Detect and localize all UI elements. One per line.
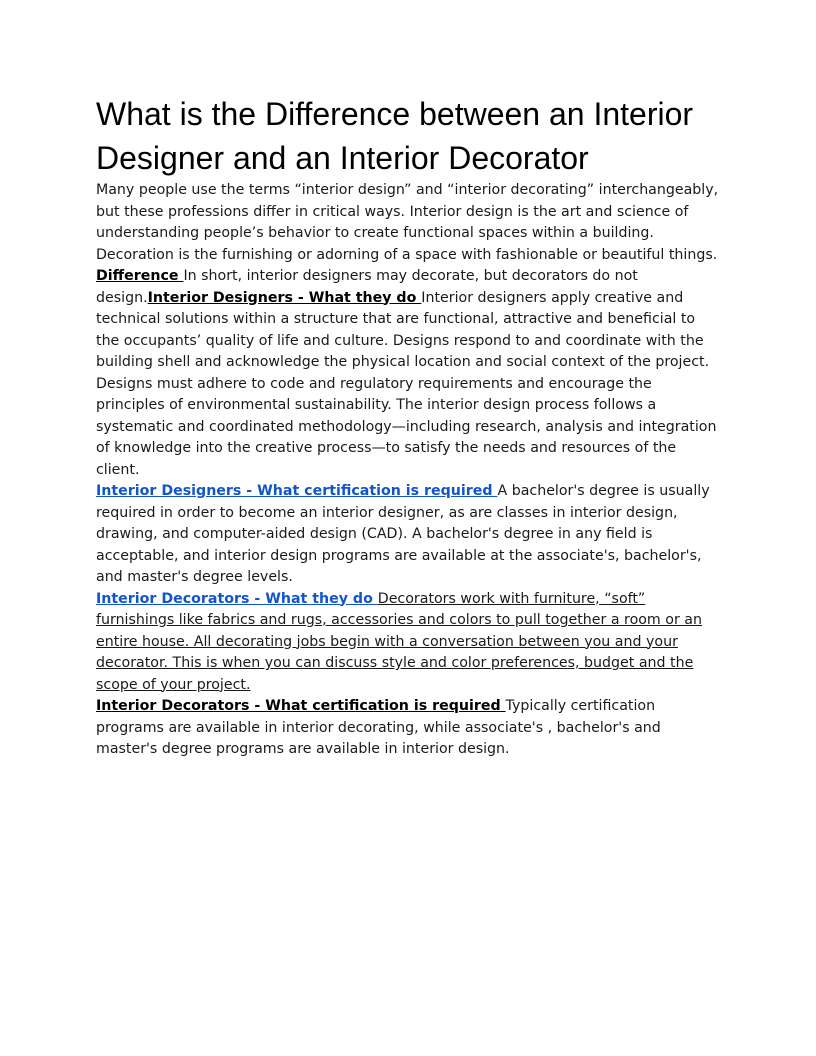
- document-page: [96, 92, 722, 761]
- decorators-what-text: Decorators work with furniture, “soft” furnishings like fabrics and rugs, accessories and colors to pull together a room or an entire house. All decorating jobs begin with a conversation between you and your decorator. This is when you can discuss style and color preferences, budget and the scope of your project.: [96, 590, 702, 693]
- designers-cert-text: A bachelor's degree is usually required in order to become an interior designer, as are classes in interior design, drawing, and computer-aided design (CAD). A bachelor's degree in any field is acceptable, and interior design programs are available at the associate's, bachelor's, and master's degree levels.: [96, 483, 710, 585]
- decorators-what-link[interactable]: Interior Decorators - What they do: [96, 590, 378, 607]
- difference-heading: Difference: [96, 268, 184, 284]
- designers-what-heading: Interior Designers - What they do: [147, 289, 422, 306]
- decorators-what-paragraph: [96, 589, 722, 697]
- decorators-cert-text: Typically certification programs are available in interior decorating, while associate's , bachelor's and master's degree programs are available in interior design.: [96, 698, 661, 757]
- designers-cert-paragraph: [96, 481, 722, 589]
- difference-text: In short, interior designers may decorate, but decorators do not design.: [96, 268, 638, 306]
- decorators-cert-heading: Interior Decorators - What certification is required: [96, 698, 506, 714]
- decorators-cert-paragraph: [96, 696, 722, 761]
- designers-what-text: Interior designers apply creative and technical solutions within a structure that are functional, attractive and beneficial to the occupants’ quality of life and culture. Designs respond to and coordinate with the building shell and acknowledge the physical location and social context of the project. Designs must adhere to code and regulatory requirements and encourage the principles of environmental sustainability. The interior design process follows a systematic and coordinated methodology—including research, analysis and integration of knowledge into the creative process—to satisfy the needs and resources of the client.: [96, 289, 717, 478]
- difference-paragraph: [96, 266, 722, 481]
- document-title: What is the Difference between an Interior Designer and an Interior Decorator: [96, 96, 694, 176]
- designers-cert-link[interactable]: Interior Designers - What certification is required: [96, 483, 498, 499]
- intro-paragraph: Many people use the terms “interior design” and “interior decorating” interchangeably, but these professions differ in critical ways. Interior design is the art and science of understanding people’s behavior to create functional spaces within a building. Decoration is the furnishing or adorning of a space with fashionable or beautiful things.: [96, 182, 719, 263]
